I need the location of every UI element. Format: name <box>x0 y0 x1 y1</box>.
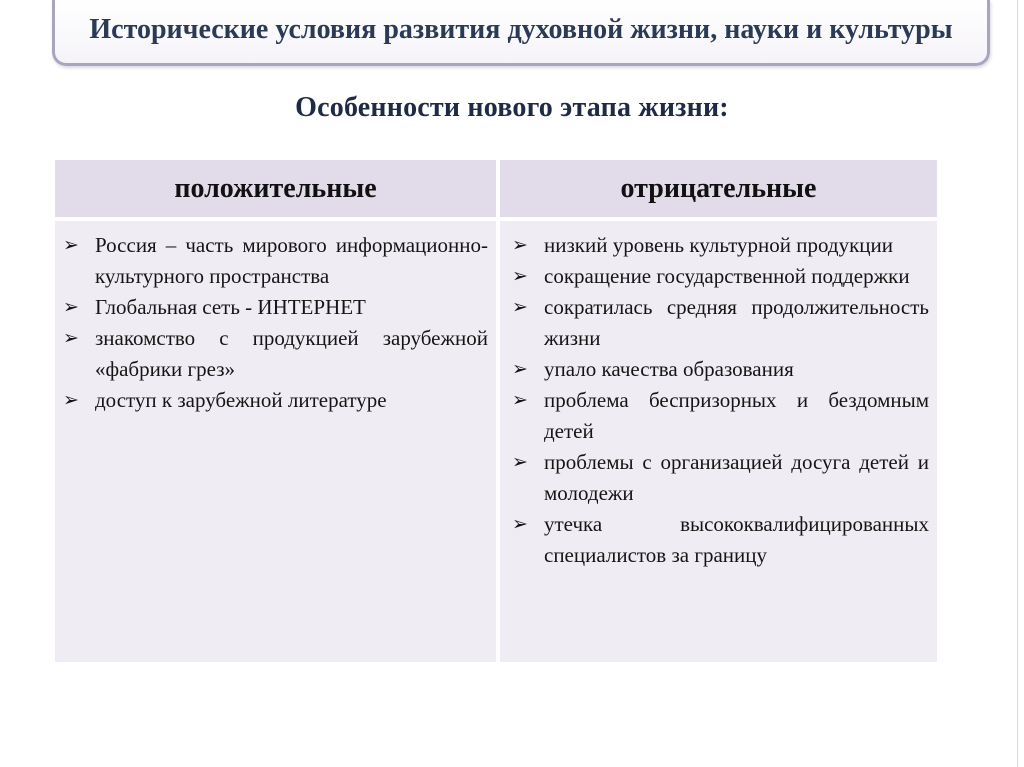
arrow-bullet-icon: ➢ <box>512 514 528 535</box>
list-item-text: сократилась средняя продолжительность жизни <box>544 295 929 350</box>
list-item <box>512 230 929 261</box>
comparison-table <box>55 160 937 662</box>
list-item <box>512 292 929 354</box>
arrow-bullet-icon: ➢ <box>512 359 528 380</box>
list-item-text: Россия – часть мирового информационно-культурного пространства <box>95 233 488 288</box>
negative-cell <box>500 221 937 662</box>
arrow-bullet-icon: ➢ <box>63 297 79 318</box>
header-negative: отрицательные <box>500 160 937 217</box>
arrow-bullet-icon: ➢ <box>512 297 528 318</box>
arrow-bullet-icon: ➢ <box>512 390 528 411</box>
list-item-text: доступ к зарубежной литературе <box>95 388 387 412</box>
arrow-bullet-icon: ➢ <box>512 266 528 287</box>
arrow-bullet-icon: ➢ <box>63 328 79 349</box>
list-item-text: утечка высококвалифицированных специалистов за границу <box>544 512 929 567</box>
slide-subtitle: Особенности нового этапа жизни: <box>295 92 729 123</box>
negative-list <box>512 230 929 571</box>
positive-list <box>63 230 488 416</box>
list-item <box>63 292 488 323</box>
list-item <box>63 323 488 385</box>
title-box <box>52 0 990 66</box>
list-item-text: сокращение государственной поддержки <box>544 264 910 288</box>
arrow-bullet-icon: ➢ <box>63 390 79 411</box>
list-item <box>512 354 929 385</box>
list-item <box>512 385 929 447</box>
list-item <box>512 509 929 571</box>
list-item-text: знакомство с продукцией зарубежной «фабрики грез» <box>95 326 488 381</box>
list-item-text: Глобальная сеть - ИНТЕРНЕТ <box>95 295 366 319</box>
arrow-bullet-icon: ➢ <box>512 235 528 256</box>
list-item-text: проблемы с организацией досуга детей и молодежи <box>544 450 929 505</box>
list-item <box>63 385 488 416</box>
list-item-text: упало качества образования <box>544 357 794 381</box>
header-positive: положительные <box>55 160 496 217</box>
list-item <box>63 230 488 292</box>
arrow-bullet-icon: ➢ <box>512 452 528 473</box>
arrow-bullet-icon: ➢ <box>63 235 79 256</box>
positive-cell <box>55 221 496 662</box>
list-item <box>512 447 929 509</box>
column-divider <box>496 160 500 662</box>
list-item-text: проблема беспризорных и бездомным детей <box>544 388 929 443</box>
list-item-text: низкий уровень культурной продукции <box>544 233 893 257</box>
list-item <box>512 261 929 292</box>
slide-title: Исторические условия развития духовной жизни, науки и культуры <box>89 13 953 45</box>
header-divider <box>55 217 937 221</box>
